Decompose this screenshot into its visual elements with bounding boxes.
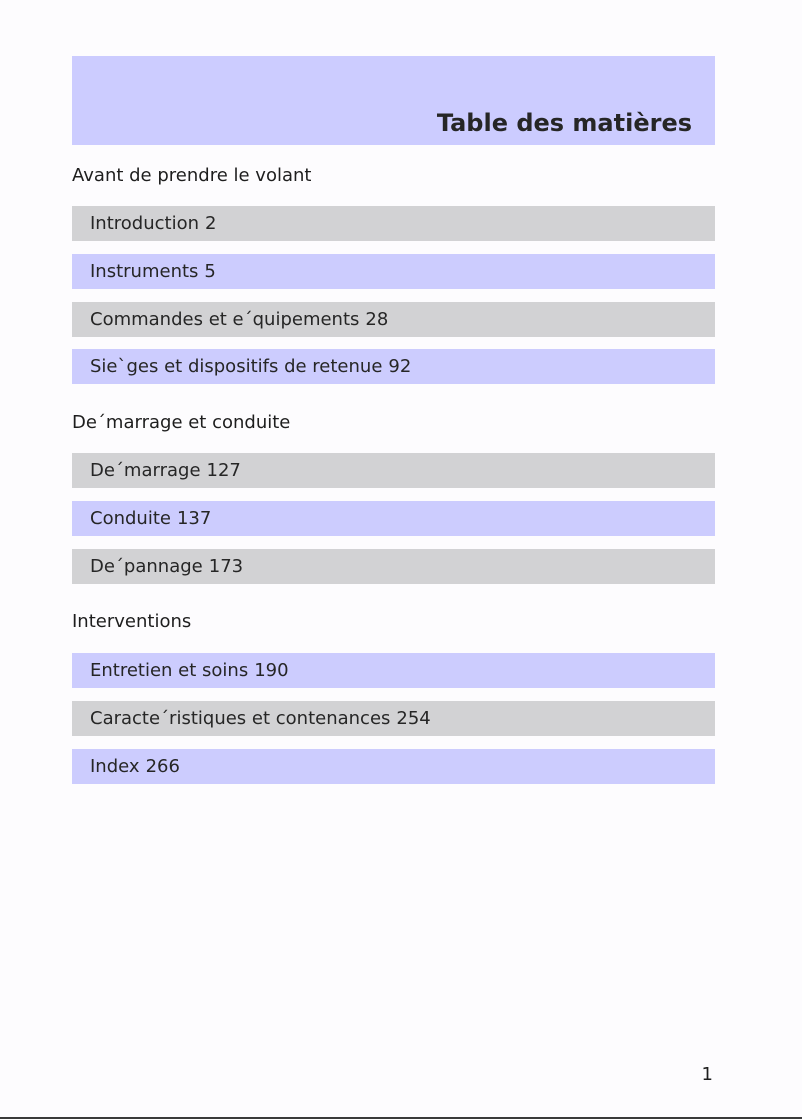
toc-entry-entretien[interactable]: [72, 653, 715, 688]
toc-entry-page: 28: [365, 309, 389, 330]
toc-entry-label: Commandes et e´quipements: [90, 309, 360, 330]
toc-entry-label: Index: [90, 756, 140, 777]
toc-entry-label: Entretien et soins: [90, 660, 249, 681]
toc-entry-introduction[interactable]: [72, 206, 715, 241]
toc-entry-label: Introduction: [90, 213, 200, 234]
header-band: [72, 56, 715, 145]
toc-entry-label: Conduite: [90, 508, 171, 529]
toc-entry-page: 190: [254, 660, 289, 681]
toc-entry-depannage[interactable]: [72, 549, 715, 584]
section-heading-demarrage: De´marrage et conduite: [72, 412, 291, 433]
toc-entry-instruments[interactable]: [72, 254, 715, 289]
toc-entry-page: 92: [388, 356, 412, 377]
toc-entry-label: De´marrage: [90, 460, 201, 481]
toc-entry-index[interactable]: [72, 749, 715, 784]
section-heading-avant: Avant de prendre le volant: [72, 165, 312, 186]
toc-entry-label: Sie`ges et dispositifs de retenue: [90, 356, 383, 377]
toc-entry-conduite[interactable]: [72, 501, 715, 536]
toc-entry-page: 5: [204, 261, 216, 282]
page-title: Table des matières: [436, 109, 692, 137]
section-heading-interventions: Interventions: [72, 611, 192, 632]
toc-entry-page: 127: [206, 460, 241, 481]
page-number: 1: [701, 1064, 713, 1085]
toc-entry-demarrage[interactable]: [72, 453, 715, 488]
toc-entry-label: Caracte´ristiques et contenances: [90, 708, 391, 729]
toc-entry-commandes[interactable]: [72, 302, 715, 337]
toc-entry-caracteristiques[interactable]: [72, 701, 715, 736]
toc-entry-page: 254: [396, 708, 431, 729]
toc-entry-page: 137: [176, 508, 212, 529]
toc-entry-page: 266: [145, 756, 180, 777]
toc-entry-label: Instruments: [90, 261, 199, 282]
toc-entry-label: De´pannage: [90, 556, 203, 577]
toc-entry-page: 173: [208, 556, 244, 577]
toc-entry-sieges[interactable]: [72, 349, 715, 384]
toc-entry-page: 2: [205, 213, 217, 234]
